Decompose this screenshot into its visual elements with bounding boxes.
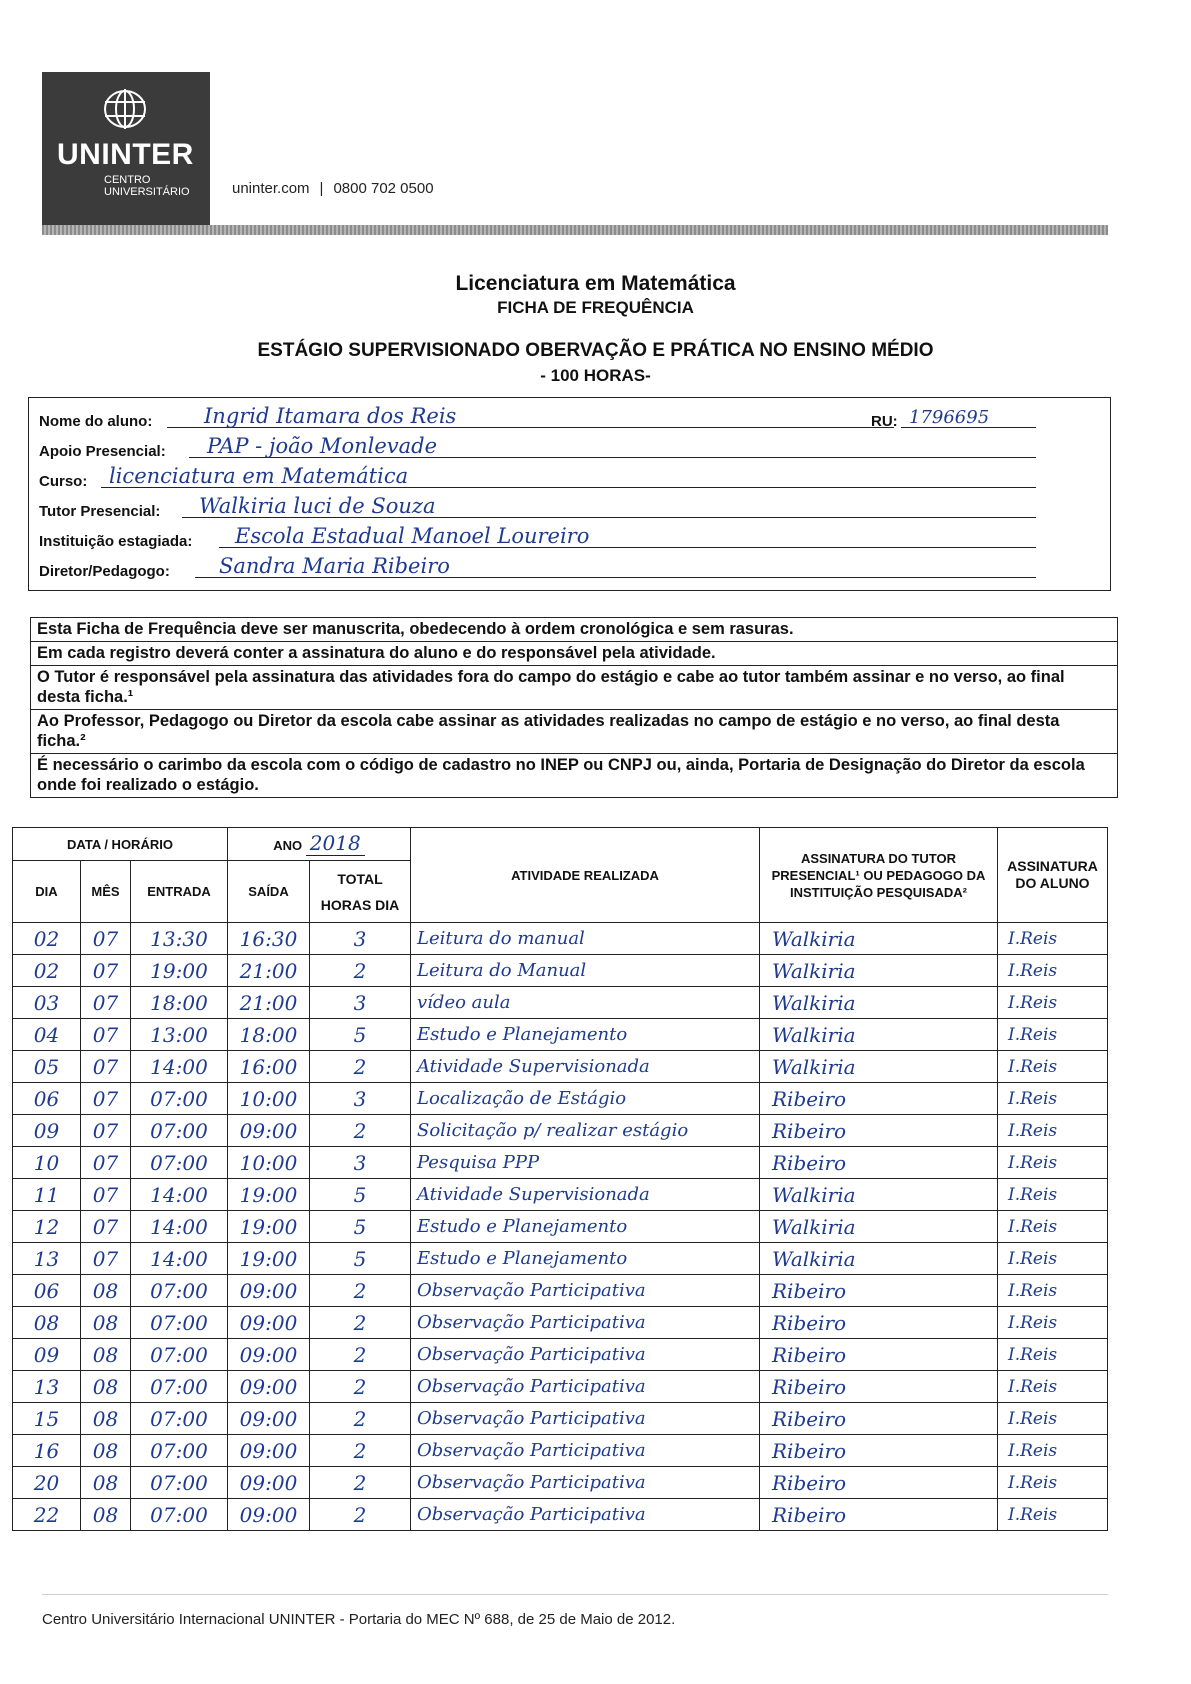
day-cell[interactable]: 05 — [13, 1051, 81, 1083]
support-value[interactable]: PAP - joão Monlevade — [207, 434, 438, 458]
table-row — [13, 1307, 1108, 1339]
table-row — [13, 1243, 1108, 1275]
supervisor-signature-cell[interactable]: Ribeiro — [760, 1307, 998, 1339]
month-cell[interactable]: 07 — [81, 1083, 131, 1115]
tutor-label: Tutor Presencial: — [39, 503, 161, 520]
course-value[interactable]: licenciatura em Matemática — [109, 464, 409, 488]
total-hours-cell[interactable]: 2 — [310, 1051, 411, 1083]
month-cell[interactable]: 08 — [81, 1435, 131, 1467]
table-row — [13, 1275, 1108, 1307]
exit-cell[interactable]: 10:00 — [228, 1147, 310, 1179]
student-signature-cell[interactable]: I.Reis — [998, 1179, 1108, 1211]
exit-cell[interactable]: 09:00 — [228, 1467, 310, 1499]
month-cell[interactable]: 08 — [81, 1467, 131, 1499]
supervisor-signature-cell[interactable]: Walkiria — [760, 955, 998, 987]
phone-number: 0800 702 0500 — [333, 180, 434, 197]
table-row — [13, 1403, 1108, 1435]
internship-title: ESTÁGIO SUPERVISIONADO OBERVAÇÃO E PRÁTICA NO ENSINO MÉDIO — [257, 340, 934, 361]
footer-text: Centro Universitário Internacional UNINTER - Portaria do MEC Nº 688, de 25 de Maio de 2012. — [42, 1611, 676, 1628]
student-signature-cell[interactable]: I.Reis — [998, 1115, 1108, 1147]
exit-cell[interactable]: 19:00 — [228, 1211, 310, 1243]
entry-cell[interactable]: 07:00 — [131, 1115, 228, 1147]
logo-brand: UNINTER — [57, 138, 194, 171]
entry-header: ENTRADA — [131, 861, 228, 923]
activity-cell[interactable]: Leitura do Manual — [411, 955, 760, 987]
total-hours-cell[interactable]: 2 — [310, 1403, 411, 1435]
form-title: FICHA DE FREQUÊNCIA — [497, 298, 694, 317]
day-cell[interactable]: 13 — [13, 1371, 81, 1403]
supervisor-signature-cell[interactable]: Walkiria — [760, 1211, 998, 1243]
month-cell[interactable]: 08 — [81, 1275, 131, 1307]
instruction-3: O Tutor é responsável pela assinatura das atividades fora do campo do estágio e cabe ao tutor também assinar e no verso, ao final desta ficha.¹ — [31, 666, 1117, 710]
exit-cell[interactable]: 19:00 — [228, 1243, 310, 1275]
table-row — [13, 1467, 1108, 1499]
month-cell[interactable]: 07 — [81, 1051, 131, 1083]
day-cell[interactable]: 02 — [13, 955, 81, 987]
day-cell[interactable]: 09 — [13, 1339, 81, 1371]
exit-cell[interactable]: 09:00 — [228, 1307, 310, 1339]
student-signature-cell[interactable]: I.Reis — [998, 1051, 1108, 1083]
entry-cell[interactable]: 07:00 — [131, 1467, 228, 1499]
supervisor-signature-cell[interactable]: Ribeiro — [760, 1499, 998, 1531]
day-cell[interactable]: 12 — [13, 1211, 81, 1243]
instruction-4: Ao Professor, Pedagogo ou Diretor da escola cabe assinar as atividades realizadas no campo de estágio e no verso, ao final desta ficha.² — [31, 710, 1117, 754]
exit-header: SAÍDA — [228, 861, 310, 923]
supervisor-signature-cell[interactable]: Ribeiro — [760, 1275, 998, 1307]
entry-cell[interactable]: 07:00 — [131, 1083, 228, 1115]
year-header — [228, 828, 411, 861]
year-label: ANO — [273, 837, 303, 853]
entry-cell[interactable]: 13:00 — [131, 1019, 228, 1051]
student-signature-cell[interactable]: I.Reis — [998, 1435, 1108, 1467]
activity-cell[interactable]: Observação Participativa — [411, 1403, 760, 1435]
table-row — [13, 1179, 1108, 1211]
instructions-box — [30, 617, 1118, 798]
logo-sub-line2: UNIVERSITÁRIO — [104, 186, 190, 198]
uninter-logo — [42, 72, 210, 227]
day-cell[interactable]: 06 — [13, 1275, 81, 1307]
student-info-box — [28, 397, 1111, 591]
ru-value[interactable]: 1796695 — [909, 407, 990, 428]
table-row — [13, 955, 1108, 987]
month-cell[interactable]: 07 — [81, 1243, 131, 1275]
day-cell[interactable]: 06 — [13, 1083, 81, 1115]
activity-cell[interactable]: vídeo aula — [411, 987, 760, 1019]
exit-cell[interactable]: 09:00 — [228, 1403, 310, 1435]
student-signature-cell[interactable]: I.Reis — [998, 1275, 1108, 1307]
month-cell[interactable]: 08 — [81, 1307, 131, 1339]
activity-cell[interactable]: Observação Participativa — [411, 1467, 760, 1499]
course-title: Licenciatura em Matemática — [455, 272, 736, 295]
activity-cell[interactable]: Estudo e Planejamento — [411, 1211, 760, 1243]
globe-icon — [100, 86, 150, 132]
exit-cell[interactable]: 09:00 — [228, 1499, 310, 1531]
total-hours-cell[interactable]: 3 — [310, 987, 411, 1019]
student-signature-cell[interactable]: I.Reis — [998, 1147, 1108, 1179]
total-hours-cell[interactable]: 2 — [310, 955, 411, 987]
entry-cell[interactable]: 19:00 — [131, 955, 228, 987]
supervisor-signature-cell[interactable]: Ribeiro — [760, 1147, 998, 1179]
activity-cell[interactable]: Solicitação p/ realizar estágio — [411, 1115, 760, 1147]
instruction-1: Esta Ficha de Frequência deve ser manuscrita, obedecendo à ordem cronológica e sem rasuras. — [31, 618, 1117, 642]
total-hours-cell[interactable]: 2 — [310, 1371, 411, 1403]
director-row — [39, 550, 1099, 580]
total-hours-cell[interactable]: 5 — [310, 1211, 411, 1243]
month-cell[interactable]: 07 — [81, 1179, 131, 1211]
table-row — [13, 1435, 1108, 1467]
month-header: MÊS — [81, 861, 131, 923]
student-signature-cell[interactable]: I.Reis — [998, 923, 1108, 955]
director-value[interactable]: Sandra Maria Ribeiro — [219, 554, 450, 578]
exit-cell[interactable]: 09:00 — [228, 1435, 310, 1467]
entry-cell[interactable]: 07:00 — [131, 1499, 228, 1531]
activity-cell[interactable]: Pesquisa PPP — [411, 1147, 760, 1179]
attendance-rows — [13, 923, 1108, 1531]
separator: | — [319, 180, 324, 197]
total-hours-cell[interactable]: 2 — [310, 1499, 411, 1531]
activity-cell[interactable]: Estudo e Planejamento — [411, 1243, 760, 1275]
header-bar — [42, 225, 1108, 235]
month-cell[interactable]: 08 — [81, 1339, 131, 1371]
day-cell[interactable]: 16 — [13, 1435, 81, 1467]
student-signature-cell[interactable]: I.Reis — [998, 1307, 1108, 1339]
table-row — [13, 1115, 1108, 1147]
supervisor-signature-cell[interactable]: Walkiria — [760, 1179, 998, 1211]
instruction-5: É necessário o carimbo da escola com o código de cadastro no INEP ou CNPJ ou, ainda, Portaria de Designação do Diretor da escola onde foi realizado o estágio. — [37, 756, 1085, 794]
supervisor-signature-cell[interactable]: Ribeiro — [760, 1467, 998, 1499]
total-hours-cell[interactable]: 2 — [310, 1467, 411, 1499]
total-hours-cell[interactable]: 5 — [310, 1019, 411, 1051]
institution-row — [39, 520, 1099, 550]
day-cell[interactable]: 09 — [13, 1115, 81, 1147]
table-row — [13, 1051, 1108, 1083]
supervisor-signature-cell[interactable]: Ribeiro — [760, 1371, 998, 1403]
exit-cell[interactable]: 10:00 — [228, 1083, 310, 1115]
day-cell[interactable]: 10 — [13, 1147, 81, 1179]
student-signature-cell[interactable]: I.Reis — [998, 1211, 1108, 1243]
entry-cell[interactable]: 07:00 — [131, 1147, 228, 1179]
entry-cell[interactable]: 07:00 — [131, 1307, 228, 1339]
activity-cell[interactable]: Observação Participativa — [411, 1307, 760, 1339]
exit-cell[interactable]: 19:00 — [228, 1179, 310, 1211]
entry-cell[interactable]: 14:00 — [131, 1243, 228, 1275]
institution-label: Instituição estagiada: — [39, 533, 193, 550]
month-cell[interactable]: 07 — [81, 1147, 131, 1179]
table-row — [13, 1339, 1108, 1371]
table-row — [13, 1083, 1108, 1115]
entry-cell[interactable]: 07:00 — [131, 1275, 228, 1307]
contact-line — [232, 180, 434, 197]
table-row — [13, 987, 1108, 1019]
logo-subtitle — [104, 174, 190, 198]
student-signature-cell[interactable]: I.Reis — [998, 1339, 1108, 1371]
supervisor-signature-cell[interactable]: Walkiria — [760, 1243, 998, 1275]
activity-cell[interactable]: Observação Participativa — [411, 1339, 760, 1371]
activity-cell[interactable]: Atividade Supervisionada — [411, 1179, 760, 1211]
website-link[interactable]: uninter.com — [232, 180, 310, 197]
supervisor-signature-cell[interactable]: Ribeiro — [760, 1435, 998, 1467]
total-hours-cell[interactable]: 2 — [310, 1307, 411, 1339]
footer-divider — [42, 1594, 1108, 1595]
month-cell[interactable]: 07 — [81, 1115, 131, 1147]
student-signature-cell[interactable]: I.Reis — [998, 1467, 1108, 1499]
supervisor-signature-cell[interactable]: Walkiria — [760, 987, 998, 1019]
total-hours-cell[interactable]: 2 — [310, 1435, 411, 1467]
supervisor-signature-cell[interactable]: Ribeiro — [760, 1115, 998, 1147]
table-row — [13, 1499, 1108, 1531]
day-cell[interactable]: 08 — [13, 1307, 81, 1339]
total-hours-cell[interactable]: 5 — [310, 1243, 411, 1275]
day-cell[interactable]: 15 — [13, 1403, 81, 1435]
entry-cell[interactable]: 14:00 — [131, 1211, 228, 1243]
student-signature-cell[interactable]: I.Reis — [998, 1019, 1108, 1051]
director-label: Diretor/Pedagogo: — [39, 563, 170, 580]
attendance-table — [12, 827, 1108, 1531]
supervisor-signature-cell[interactable]: Ribeiro — [760, 1403, 998, 1435]
hours-title: - 100 HORAS- — [540, 366, 651, 385]
month-cell[interactable]: 07 — [81, 987, 131, 1019]
institution-value[interactable]: Escola Estadual Manoel Loureiro — [235, 524, 590, 548]
entry-cell[interactable]: 07:00 — [131, 1403, 228, 1435]
name-row — [39, 400, 1099, 430]
supervisor-signature-cell[interactable]: Walkiria — [760, 923, 998, 955]
course-label: Curso: — [39, 473, 88, 490]
month-cell[interactable]: 08 — [81, 1499, 131, 1531]
total-hours-cell[interactable]: 5 — [310, 1179, 411, 1211]
tutor-value[interactable]: Walkiria luci de Souza — [199, 494, 436, 518]
activity-cell[interactable]: Atividade Supervisionada — [411, 1051, 760, 1083]
month-cell[interactable]: 08 — [81, 1371, 131, 1403]
entry-cell[interactable]: 13:30 — [131, 923, 228, 955]
exit-cell[interactable]: 16:00 — [228, 1051, 310, 1083]
student-signature-cell[interactable]: I.Reis — [998, 1499, 1108, 1531]
month-cell[interactable]: 07 — [81, 923, 131, 955]
entry-cell[interactable]: 14:00 — [131, 1051, 228, 1083]
entry-cell[interactable]: 07:00 — [131, 1339, 228, 1371]
support-label: Apoio Presencial: — [39, 443, 166, 460]
activity-cell[interactable]: Localização de Estágio — [411, 1083, 760, 1115]
exit-cell[interactable]: 09:00 — [228, 1339, 310, 1371]
date-time-header: DATA / HORÁRIO — [13, 828, 228, 861]
supervisor-signature-cell[interactable]: Walkiria — [760, 1019, 998, 1051]
day-cell[interactable]: 20 — [13, 1467, 81, 1499]
month-cell[interactable]: 07 — [81, 1211, 131, 1243]
exit-cell[interactable]: 09:00 — [228, 1275, 310, 1307]
table-row — [13, 1211, 1108, 1243]
exit-cell[interactable]: 18:00 — [228, 1019, 310, 1051]
activity-cell[interactable]: Observação Participativa — [411, 1371, 760, 1403]
month-cell[interactable]: 08 — [81, 1403, 131, 1435]
month-cell[interactable]: 07 — [81, 955, 131, 987]
student-signature-cell[interactable]: I.Reis — [998, 1243, 1108, 1275]
table-row — [13, 923, 1108, 955]
name-label: Nome do aluno: — [39, 413, 153, 430]
course-row — [39, 460, 1099, 490]
support-row — [39, 430, 1099, 460]
activity-cell[interactable]: Observação Participativa — [411, 1275, 760, 1307]
exit-cell[interactable]: 21:00 — [228, 987, 310, 1019]
supervisor-signature-cell[interactable]: Walkiria — [760, 1051, 998, 1083]
activity-cell[interactable]: Observação Participativa — [411, 1499, 760, 1531]
total-hours-header: TOTAL HORAS DIA — [310, 861, 411, 923]
total-hours-cell[interactable]: 3 — [310, 1147, 411, 1179]
day-cell[interactable]: 04 — [13, 1019, 81, 1051]
activity-cell[interactable]: Leitura do manual — [411, 923, 760, 955]
tutor-row — [39, 490, 1099, 520]
total-hours-cell[interactable]: 2 — [310, 1275, 411, 1307]
student-signature-cell[interactable]: I.Reis — [998, 955, 1108, 987]
exit-cell[interactable]: 21:00 — [228, 955, 310, 987]
ru-label: RU: — [871, 413, 898, 430]
total-hours-cell[interactable]: 2 — [310, 1115, 411, 1147]
day-cell[interactable]: 11 — [13, 1179, 81, 1211]
student-signature-cell[interactable]: I.Reis — [998, 987, 1108, 1019]
total-hours-cell[interactable]: 3 — [310, 1083, 411, 1115]
entry-cell[interactable]: 14:00 — [131, 1179, 228, 1211]
table-row — [13, 1019, 1108, 1051]
student-signature-header: ASSINATURA DO ALUNO — [998, 828, 1108, 923]
day-cell[interactable]: 22 — [13, 1499, 81, 1531]
entry-cell[interactable]: 07:00 — [131, 1435, 228, 1467]
entry-cell[interactable]: 18:00 — [131, 987, 228, 1019]
supervisor-signature-header: ASSINATURA DO TUTOR PRESENCIAL¹ OU PEDAGOGO DA INSTITUIÇÃO PESQUISADA² — [760, 828, 998, 923]
day-cell[interactable]: 02 — [13, 923, 81, 955]
month-cell[interactable]: 07 — [81, 1019, 131, 1051]
day-header: DIA — [13, 861, 81, 923]
supervisor-signature-cell[interactable]: Ribeiro — [760, 1339, 998, 1371]
activity-header: ATIVIDADE REALIZADA — [411, 828, 760, 923]
day-cell[interactable]: 13 — [13, 1243, 81, 1275]
table-row — [13, 1147, 1108, 1179]
entry-cell[interactable]: 07:00 — [131, 1371, 228, 1403]
student-signature-cell[interactable]: I.Reis — [998, 1371, 1108, 1403]
year-value[interactable]: 2018 — [306, 831, 365, 856]
table-row — [13, 1371, 1108, 1403]
instruction-2: Em cada registro deverá conter a assinatura do aluno e do responsável pela atividade. — [31, 642, 1117, 666]
logo-sub-line1: CENTRO — [104, 174, 151, 186]
student-signature-cell[interactable]: I.Reis — [998, 1403, 1108, 1435]
exit-cell[interactable]: 09:00 — [228, 1115, 310, 1147]
exit-cell[interactable]: 16:30 — [228, 923, 310, 955]
exit-cell[interactable]: 09:00 — [228, 1371, 310, 1403]
student-signature-cell[interactable]: I.Reis — [998, 1083, 1108, 1115]
activity-cell[interactable]: Estudo e Planejamento — [411, 1019, 760, 1051]
total-hours-cell[interactable]: 3 — [310, 923, 411, 955]
supervisor-signature-cell[interactable]: Ribeiro — [760, 1083, 998, 1115]
total-hours-cell[interactable]: 2 — [310, 1339, 411, 1371]
day-cell[interactable]: 03 — [13, 987, 81, 1019]
name-value[interactable]: Ingrid Itamara dos Reis — [204, 404, 457, 428]
activity-cell[interactable]: Observação Participativa — [411, 1435, 760, 1467]
